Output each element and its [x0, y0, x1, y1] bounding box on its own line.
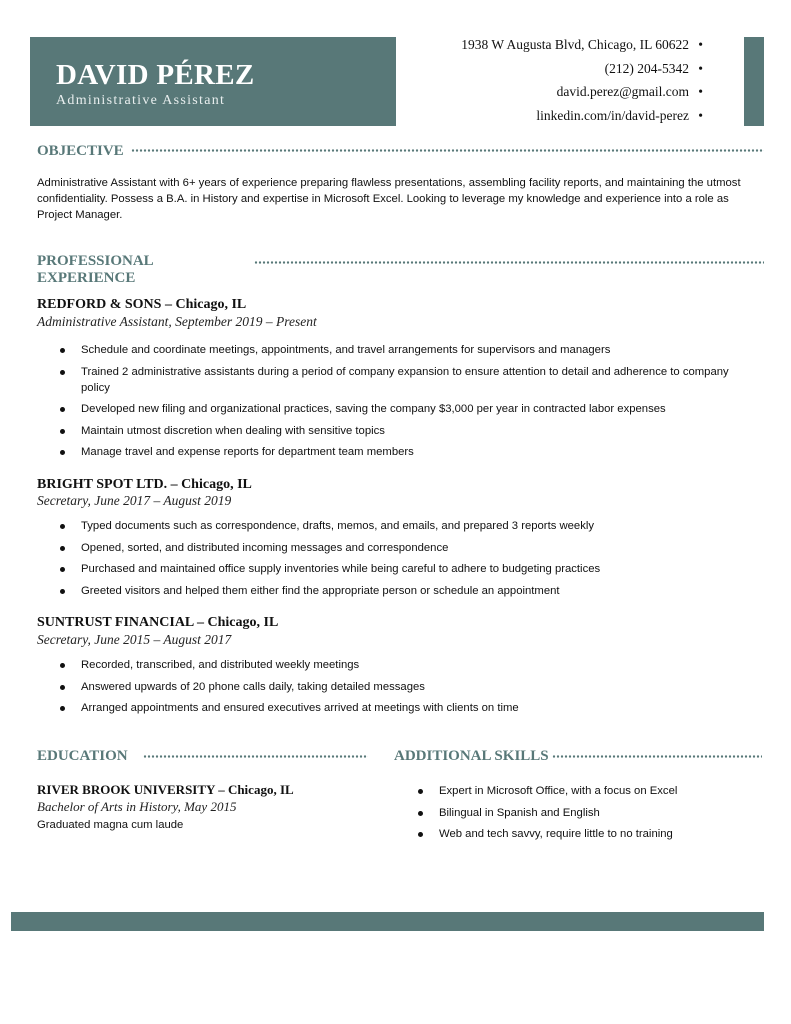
honors: Graduated magna cum laude: [37, 819, 184, 831]
phone-text: (212) 204-5342: [604, 60, 689, 76]
list-item: Bilingual in Spanish and English: [416, 805, 766, 821]
header-accent-bar: [744, 37, 764, 126]
header-banner: [30, 37, 396, 126]
bullet-separator-icon: •: [698, 84, 703, 99]
contact-address: [461, 36, 703, 60]
list-item: Greeted visitors and helped them either find the appropriate person or schedule an appointment: [58, 583, 738, 599]
skills-heading: ADDITIONAL SKILLS: [394, 748, 549, 764]
list-item: Schedule and coordinate meetings, appointments, and travel arrangements for supervisors and managers: [58, 342, 738, 358]
email-link[interactable]: david.perez@gmail.com: [556, 84, 689, 99]
section-divider: [552, 755, 762, 758]
candidate-name: DAVID PÉREZ: [56, 59, 255, 91]
section-divider: [131, 149, 764, 152]
section-divider: [143, 755, 368, 758]
contact-email: [461, 83, 703, 107]
list-item: Opened, sorted, and distributed incoming messages and correspondence: [58, 540, 738, 556]
skills-list: [416, 783, 766, 848]
degree: Bachelor of Arts in History, May 2015: [37, 799, 237, 814]
job-bullets: [58, 342, 738, 466]
candidate-title: Administrative Assistant: [56, 93, 226, 108]
job-role: Secretary, June 2015 – August 2017: [37, 632, 232, 647]
list-item: Recorded, transcribed, and distributed weekly meetings: [58, 657, 738, 673]
list-item: Answered upwards of 20 phone calls daily, taking detailed messages: [58, 679, 738, 695]
contact-linkedin: [461, 107, 703, 131]
job-role: Administrative Assistant, September 2019 – Present: [37, 314, 317, 329]
job-company: SUNTRUST FINANCIAL – Chicago, IL: [37, 615, 279, 630]
list-item: Trained 2 administrative assistants during a period of company expansion to ensure attention to detail and adherence to company policy: [58, 364, 738, 396]
bullet-separator-icon: •: [698, 107, 703, 123]
linkedin-link[interactable]: linkedin.com/in/david-perez: [536, 107, 689, 123]
job-company: BRIGHT SPOT LTD. – Chicago, IL: [37, 477, 252, 492]
education-heading: EDUCATION: [37, 748, 128, 764]
footer-accent-bar: [11, 912, 764, 931]
school-name: RIVER BROOK UNIVERSITY – Chicago, IL: [37, 782, 294, 797]
experience-heading: [37, 253, 154, 287]
contact-phone: [461, 60, 703, 84]
address-text: 1938 W Augusta Blvd, Chicago, IL 60622: [461, 37, 689, 52]
list-item: Maintain utmost discretion when dealing with sensitive topics: [58, 423, 738, 439]
list-item: Arranged appointments and ensured executives arrived at meetings with clients on time: [58, 700, 738, 716]
job-role: Secretary, June 2017 – August 2019: [37, 493, 232, 508]
section-divider: [254, 261, 764, 264]
bullet-separator-icon: •: [698, 37, 703, 52]
objective-text: Administrative Assistant with 6+ years of experience preparing flawless presentations, assembling facility reports, and maintaining the utmost confidentiality. Possess a B.A. in History and expertise in Microsoft Excel. Looking to leverage my knowledge and experience into a role as Project Manager.: [37, 177, 741, 221]
bullet-separator-icon: •: [698, 60, 703, 76]
list-item: Expert in Microsoft Office, with a focus on Excel: [416, 783, 766, 799]
list-item: Manage travel and expense reports for department team members: [58, 444, 738, 460]
experience-heading-line2: EXPERIENCE: [37, 270, 136, 286]
job-company: REDFORD & SONS – Chicago, IL: [37, 297, 247, 312]
contact-info: [461, 36, 703, 130]
job-bullets: [58, 518, 738, 604]
objective-heading: OBJECTIVE: [37, 143, 124, 159]
list-item: Developed new filing and organizational practices, saving the company $3,000 per year in contracted labor expenses: [58, 401, 738, 417]
experience-heading-line1: PROFESSIONAL: [37, 253, 154, 269]
list-item: Purchased and maintained office supply inventories while being careful to adhere to budgeting practices: [58, 561, 738, 577]
job-bullets: [58, 657, 738, 722]
list-item: Typed documents such as correspondence, drafts, memos, and emails, and prepared 3 reports weekly: [58, 518, 738, 534]
list-item: Web and tech savvy, require little to no training: [416, 826, 766, 842]
